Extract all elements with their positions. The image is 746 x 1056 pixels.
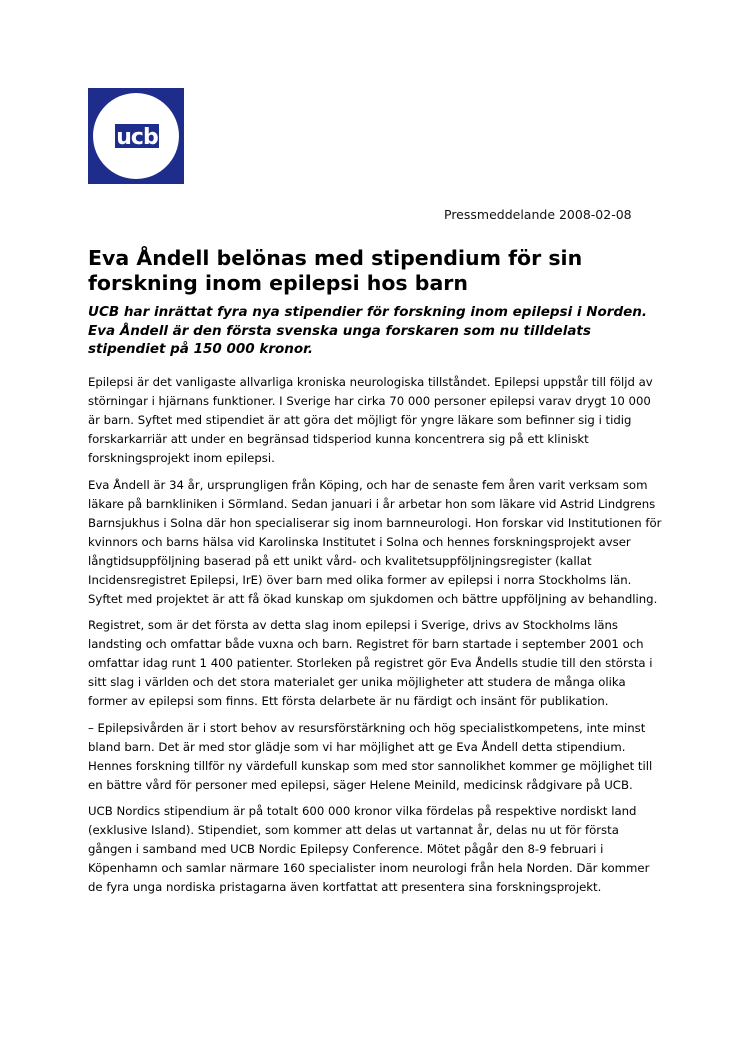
paragraph-4-quote: – Epilepsivården är i stort behov av resursförstärkning och hög specialistkompetens, inte minst bland barn. Det är med stor glädje som vi har möjlighet att ge Eva Åndell detta stipendium. Hennes forskning tillför ny värdefull kunskap som med stor sannolikhet kommer ge möjlighet till en bättre vård för personer med epilepsi, säger Helene Meinild, medicinsk rådgivare på UCB.	[88, 720, 653, 792]
ucb-logo	[88, 88, 184, 184]
article-title: Eva Åndell belönas med stipendium för sin forskning inom epilepsi hos barn	[88, 246, 583, 295]
logo-text: ucb	[116, 125, 158, 150]
paragraph-1: Epilepsi är det vanligaste allvarliga kroniska neurologiska tillståndet. Epilepsi uppstår till följd av störningar i hjärnans funktioner. I Sverige har cirka 70 000 personer epilepsi varav drygt 10 000 är barn. Syftet med stipendiet är att göra det möjligt för yngre läkare som befinner sig i tidig forskarkarriär att under en begränsad tidsperiod kunna koncentrera sig på ett kliniskt forskningsprojekt inom epilepsi.	[88, 375, 653, 465]
paragraph-2: Eva Åndell är 34 år, ursprungligen från Köping, och har de senaste fem åren varit verksam som läkare på barnkliniken i Sörmland. Sedan januari i år arbetar hon som läkare vid Astrid Lindgrens Barnsjukhus i Solna där hon specialiserar sig inom barnneurologi. Hon forskar vid Institutionen för kvinnors och barns hälsa vid Karolinska Institutet i Solna och hennes forskningsprojekt avser långtidsuppföljning baserad på ett unikt vård- och kvalitetsuppföljningsregister (kallat Incidensregistret Epilepsi, IrE) över barn med olika former av epilepsi i norra Stockholms län. Syftet med projektet är att få ökad kunskap om sjukdomen och bättre uppföljning av behandling.	[88, 477, 662, 606]
paragraph-3: Registret, som är det första av detta slag inom epilepsi i Sverige, drivs av Stockholms läns landsting och omfattar både vuxna och barn. Registret för barn startade i september 2001 och omfattar idag runt 1 400 patienter. Storleken på registret gör Eva Åndells studie till den största i sitt slag i världen och det stora materialet ger unika möjligheter att studera de många olika former av epilepsi som finns. Ett första delarbete är nu färdigt och insänt för publikation.	[88, 618, 653, 708]
article-lead: UCB har inrättat fyra nya stipendier för forskning inom epilepsi i Norden. Eva Åndell är den första svenska unga forskaren som nu tilldelats stipendiet på 150 000 kronor.	[88, 304, 648, 357]
press-release-date: Pressmeddelande 2008-02-08	[444, 207, 632, 222]
paragraph-5: UCB Nordics stipendium är på totalt 600 000 kronor vilka fördelas på respektive nordiskt land (exklusive Island). Stipendiet, som kommer att delas ut vartannat år, delas nu ut för första gången i samband med UCB Nordic Epilepsy Conference. Mötet pågår den 8-9 februari i Köpenhamn och samlar närmare 160 specialister inom neurologi från hela Norden. Där kommer de fyra unga nordiska pristagarna även kortfattat att presentera sina forskningsprojekt.	[88, 804, 650, 894]
article-body	[88, 373, 663, 905]
